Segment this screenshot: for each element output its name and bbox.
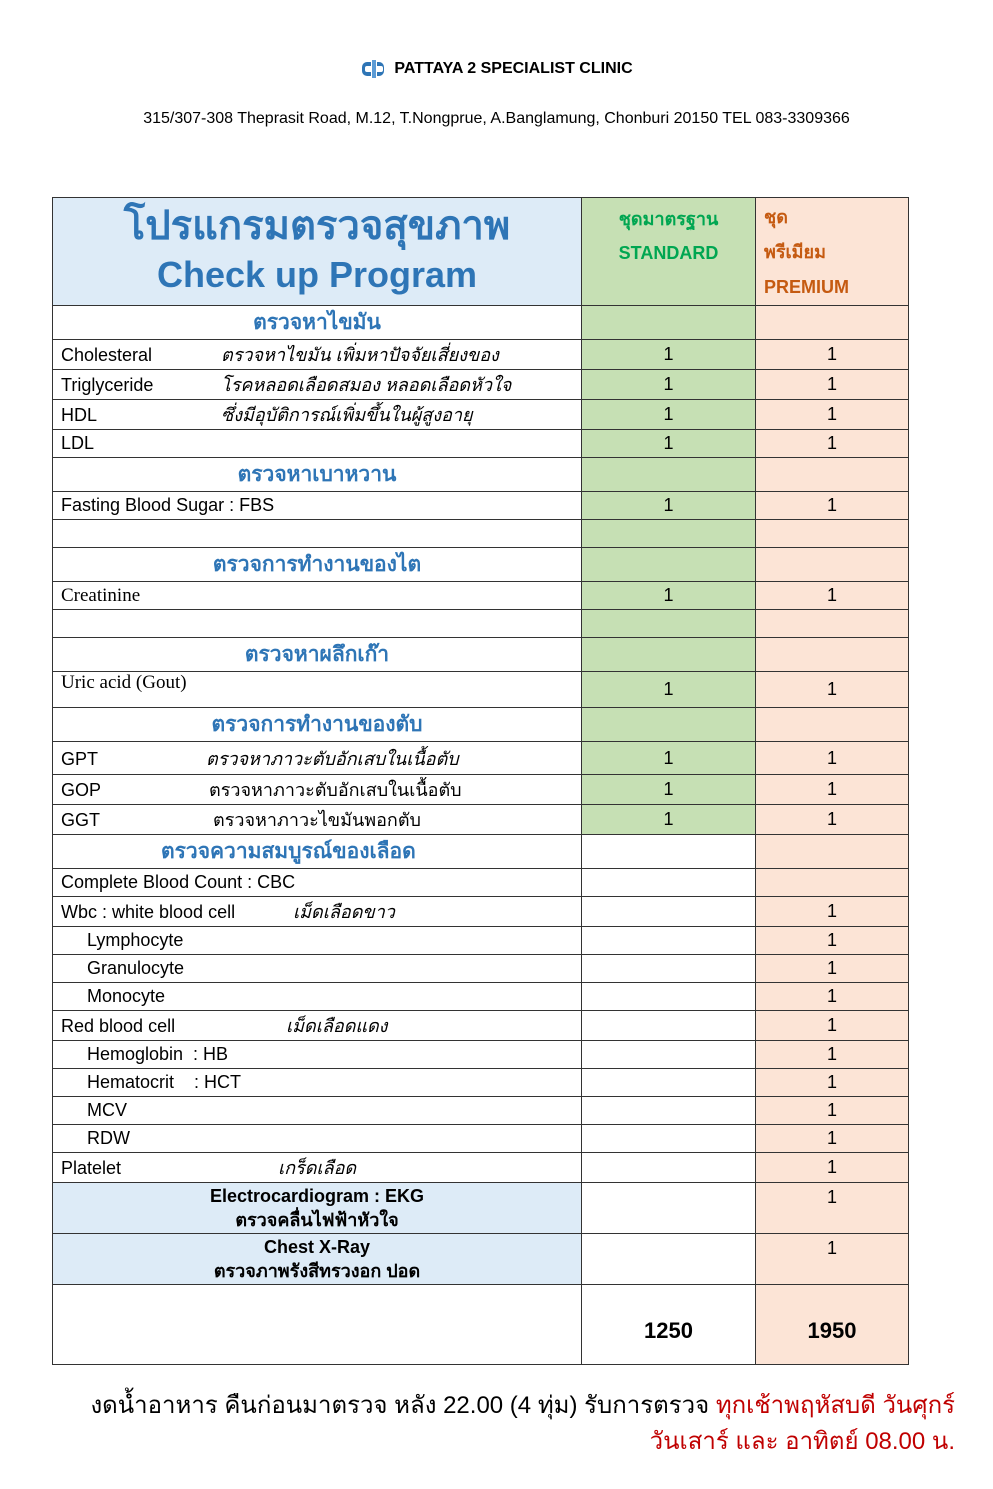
test-note: ตรวจหาภาวะตับอักเสบในเนื้อตับ <box>209 780 462 800</box>
table-row <box>53 1069 909 1097</box>
standard-value: 1 <box>582 492 756 520</box>
fasting-notice-line1 <box>90 1388 955 1424</box>
table-row <box>53 775 909 805</box>
premium-value: 1 <box>756 1183 909 1234</box>
table-row <box>53 897 909 927</box>
premium-value: 1 <box>756 1011 909 1041</box>
section-row <box>53 835 909 869</box>
test-name: Lymphocyte <box>53 927 582 955</box>
checkup-program-table <box>52 197 909 1365</box>
standard-label-en: STANDARD <box>618 243 719 263</box>
test-name: Triglyceride <box>61 375 154 395</box>
ekg-note: ตรวจคลื่นไฟฟ้าหัวใจ <box>235 1210 399 1230</box>
standard-value: 1 <box>582 340 756 370</box>
premium-header <box>756 198 909 306</box>
test-note: ตรวจหาภาวะไขมันพอกตับ <box>213 810 421 830</box>
premium-value: 1 <box>756 1097 909 1125</box>
clinic-logo-icon <box>360 58 388 80</box>
test-name: Uric acid (Gout) <box>53 672 582 708</box>
test-name: RDW <box>53 1125 582 1153</box>
test-note: เกร็ดเลือด <box>278 1158 357 1178</box>
premium-value: 1 <box>756 430 909 458</box>
test-note: ตรวจหาภาวะตับอักเสบในเนื้อตับ <box>206 748 459 769</box>
table-row <box>53 400 909 430</box>
section-title: ตรวจหาไขมัน <box>53 306 582 340</box>
table-row <box>53 927 909 955</box>
table-row <box>53 1041 909 1069</box>
table-row <box>53 869 909 897</box>
section-title: ตรวจการทำงานของไต <box>53 548 582 582</box>
test-name: Granulocyte <box>53 955 582 983</box>
test-name: Cholesteral <box>61 345 153 365</box>
test-note: เม็ดเลือดขาว <box>293 902 395 922</box>
premium-value: 1 <box>756 983 909 1011</box>
table-row <box>53 805 909 835</box>
test-name: GPT <box>61 748 99 769</box>
table-row <box>53 340 909 370</box>
standard-value: 1 <box>582 742 756 775</box>
empty-row <box>53 520 909 548</box>
test-name: GGT <box>61 810 100 830</box>
test-name: Wbc : white blood cell <box>61 902 236 922</box>
test-note: ซึ่งมีอุบัติการณ์เพิ่มขึ้นในผู้สูงอายุ <box>221 405 473 425</box>
section-row <box>53 458 909 492</box>
test-name: Platelet <box>61 1158 122 1178</box>
section-title: ตรวจหาเบาหวาน <box>53 458 582 492</box>
total-row <box>53 1285 909 1365</box>
table-row <box>53 1153 909 1183</box>
premium-total: 1950 <box>756 1285 909 1365</box>
standard-value: 1 <box>582 430 756 458</box>
table-row <box>53 983 909 1011</box>
premium-value: 1 <box>756 1153 909 1183</box>
table-row <box>53 955 909 983</box>
program-title-th: โปรแกรมตรวจสุขภาพ <box>123 203 511 248</box>
test-name: MCV <box>53 1097 582 1125</box>
clinic-header <box>0 58 993 80</box>
premium-label-th-1: ชุด <box>764 207 788 227</box>
table-row <box>53 430 909 458</box>
premium-value: 1 <box>756 805 909 835</box>
table-row <box>53 370 909 400</box>
table-row <box>53 672 909 708</box>
premium-value: 1 <box>756 370 909 400</box>
xray-name: Chest X-Ray <box>263 1237 371 1257</box>
table-row <box>53 1183 909 1234</box>
premium-value: 1 <box>756 492 909 520</box>
test-name: Monocyte <box>53 983 582 1011</box>
test-name: LDL <box>53 430 582 458</box>
test-name: Red blood cell <box>61 1016 176 1036</box>
clinic-name: PATTAYA 2 SPECIALIST CLINIC <box>394 60 633 77</box>
test-name: GOP <box>61 780 102 800</box>
standard-value: 1 <box>582 582 756 610</box>
standard-value: 1 <box>582 672 756 708</box>
standard-label-th: ชุดมาตรฐาน <box>618 209 719 229</box>
section-title: ตรวจความสมบูรณ์ของเลือด <box>53 835 582 869</box>
section-row <box>53 306 909 340</box>
program-title-en: Check up Program <box>156 253 478 295</box>
clinic-address: 315/307-308 Theprasit Road, M.12, T.Nongprue, A.Banglamung, Chonburi 20150 TEL 083-3309366 <box>143 110 850 127</box>
premium-value: 1 <box>756 1069 909 1097</box>
section-row <box>53 708 909 742</box>
table-row <box>53 1125 909 1153</box>
section-title: ตรวจหาผลึกเก๊า <box>53 638 582 672</box>
premium-value: 1 <box>756 742 909 775</box>
table-header-row <box>53 198 909 306</box>
test-name: Hemoglobin : HB <box>53 1041 582 1069</box>
empty-row <box>53 610 909 638</box>
premium-value: 1 <box>756 672 909 708</box>
premium-value: 1 <box>756 1234 909 1285</box>
ekg-name: Electrocardiogram : EKG <box>209 1186 425 1206</box>
section-title: ตรวจการทำงานของตับ <box>53 708 582 742</box>
premium-value: 1 <box>756 1041 909 1069</box>
fasting-instruction: งดน้ำอาหาร คืนก่อนมาตรวจ หลัง 22.00 (4 ทุ่ม) รับการตรวจ <box>90 1392 716 1419</box>
test-name: HDL <box>61 405 98 425</box>
section-row <box>53 548 909 582</box>
section-row <box>53 638 909 672</box>
standard-header <box>582 198 756 306</box>
premium-value: 1 <box>756 1125 909 1153</box>
test-name: Fasting Blood Sugar : FBS <box>53 492 582 520</box>
premium-value: 1 <box>756 897 909 927</box>
standard-value: 1 <box>582 805 756 835</box>
standard-total: 1250 <box>582 1285 756 1365</box>
standard-value: 1 <box>582 370 756 400</box>
table-row <box>53 1011 909 1041</box>
test-note: ตรวจหาไขมัน เพิ่มหาปัจจัยเสี่ยงของ <box>221 345 499 365</box>
test-name: Hematocrit : HCT <box>53 1069 582 1097</box>
table-row <box>53 582 909 610</box>
premium-value: 1 <box>756 340 909 370</box>
premium-value: 1 <box>756 927 909 955</box>
premium-label-th-2: พรีเมียม <box>764 242 826 262</box>
premium-value: 1 <box>756 955 909 983</box>
test-note: โรคหลอดเลือดสมอง หลอดเลือดหัวใจ <box>221 375 512 395</box>
schedule-days: ทุกเช้าพฤหัสบดี วันศุกร์ <box>715 1392 955 1419</box>
premium-value: 1 <box>756 775 909 805</box>
table-row <box>53 492 909 520</box>
table-row <box>53 1097 909 1125</box>
table-row <box>53 1234 909 1285</box>
premium-value: 1 <box>756 400 909 430</box>
test-note: เม็ดเลือดแดง <box>286 1016 388 1036</box>
xray-note: ตรวจภาพรังสีทรวงอก ปอด <box>213 1261 421 1281</box>
premium-value: 1 <box>756 582 909 610</box>
schedule-time: วันเสาร์ และ อาทิตย์ 08.00 น. <box>649 1428 955 1455</box>
fasting-notice <box>90 1388 955 1460</box>
test-name: Complete Blood Count : CBC <box>53 869 582 897</box>
table-row <box>53 742 909 775</box>
premium-label-en: PREMIUM <box>764 277 849 297</box>
program-title <box>53 198 582 306</box>
test-name: Creatinine <box>53 582 582 610</box>
standard-value: 1 <box>582 400 756 430</box>
standard-value: 1 <box>582 775 756 805</box>
